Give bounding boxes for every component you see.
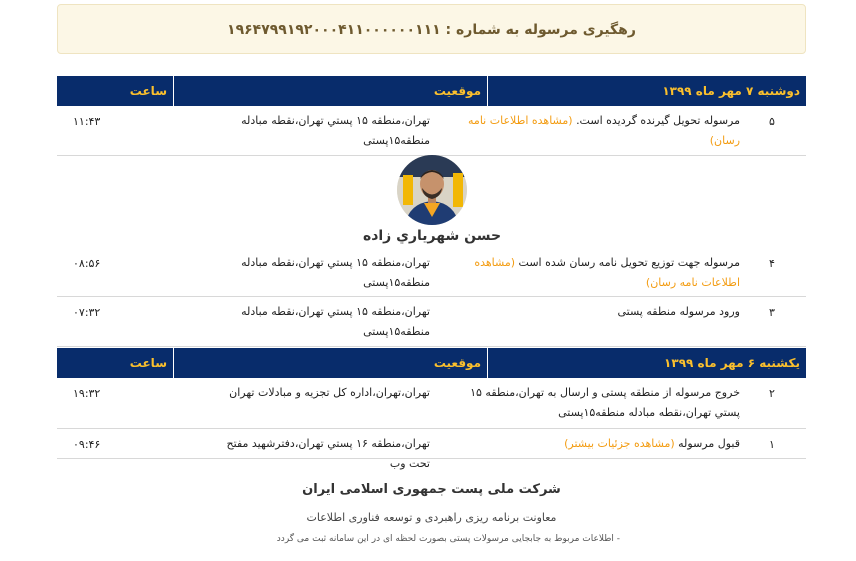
person-photo-icon — [397, 155, 467, 225]
event-description — [465, 434, 740, 454]
event-number: ۱ — [769, 438, 775, 451]
event-location: تهران،تهران،اداره کل تجزیه و مبادلات تهران — [229, 386, 430, 399]
event-description — [465, 253, 740, 293]
event-number: ۴ — [769, 257, 775, 270]
time-header: ساعت — [129, 356, 167, 370]
event-time: ۰۷:۳۲ — [73, 306, 101, 319]
date-header: یکشنبه ۶ مهر ماه ۱۳۹۹ — [664, 356, 800, 370]
event-location: تهران،منطقه ۱۵ پستي تهران،نقطه مبادله منطقه۱۵پستی — [241, 114, 430, 147]
event-location: تهران،منطقه ۱۵ پستي تهران،نقطه مبادله منطقه۱۵پستی — [241, 305, 430, 338]
event-text: خروج مرسوله از منطقه پستی و ارسال به تهران،منطقه ۱۵ پستي تهران،نقطه مبادله منطقه۱۵پستی — [470, 386, 740, 419]
event-description — [465, 383, 740, 423]
postman-avatar — [397, 155, 467, 225]
table-row — [57, 106, 806, 156]
footer-subtitle: معاونت برنامه ریزی راهبردی و توسعه فناوری اطلاعات — [306, 511, 557, 524]
event-number: ۵ — [769, 115, 775, 128]
table-row — [57, 378, 806, 429]
footer-note: - اطلاعات مربوط به جابجایی مرسولات پستی بصورت لحظه ای در این سامانه ثبت می گردد — [276, 534, 620, 544]
event-description — [465, 111, 740, 151]
table-header — [57, 76, 806, 106]
event-time: ۱۹:۳۲ — [73, 387, 101, 400]
event-number: ۳ — [769, 306, 775, 319]
tracking-table-day-2 — [57, 348, 806, 470]
tracking-title: رهگیری مرسوله به شماره : ۱۹۶۴۷۹۹۱۹۲۰۰۰۴۱۱۰۰۰۰۰۰۱۱۱ — [227, 22, 636, 38]
footer-title: شرکت ملی پست جمهوری اسلامی ایران — [302, 482, 561, 497]
event-text: مرسوله تحویل گیرنده گردیده است. — [576, 114, 740, 127]
view-postman-info-link[interactable]: (مشاهده اطلاعات نامه رسان) — [468, 114, 740, 147]
event-text: ورود مرسوله منطقه پستی — [617, 305, 740, 318]
location-header: موقعیت — [173, 76, 488, 106]
time-header: ساعت — [129, 84, 167, 98]
event-number: ۲ — [769, 387, 775, 400]
event-time: ۰۸:۵۶ — [73, 257, 101, 270]
table-header — [57, 348, 806, 378]
event-text: قبول مرسوله — [678, 437, 740, 450]
event-time: ۰۹:۴۶ — [73, 438, 101, 451]
location-header: موقعیت — [173, 348, 488, 378]
table-row — [57, 297, 806, 347]
table-row — [57, 429, 806, 470]
view-postman-info-link[interactable]: (مشاهده اطلاعات نامه رسان) — [474, 256, 740, 289]
postman-name: حسن شهرياري زاده — [362, 228, 502, 244]
event-text: مرسوله جهت توزیع تحویل نامه رسان شده است — [518, 256, 740, 269]
event-location: تهران،منطقه ۱۶ پستي تهران،دفترشهید مفتح تحت وب — [226, 437, 430, 470]
date-header: دوشنبه ۷ مهر ماه ۱۳۹۹ — [662, 84, 800, 98]
event-location: تهران،منطقه ۱۵ پستي تهران،نقطه مبادله منطقه۱۵پستی — [241, 256, 430, 289]
event-description — [465, 302, 740, 322]
tracking-banner — [57, 4, 806, 54]
event-time: ۱۱:۴۳ — [73, 115, 101, 128]
view-more-details-link[interactable]: (مشاهده جزئیات بیشتر) — [564, 437, 675, 450]
